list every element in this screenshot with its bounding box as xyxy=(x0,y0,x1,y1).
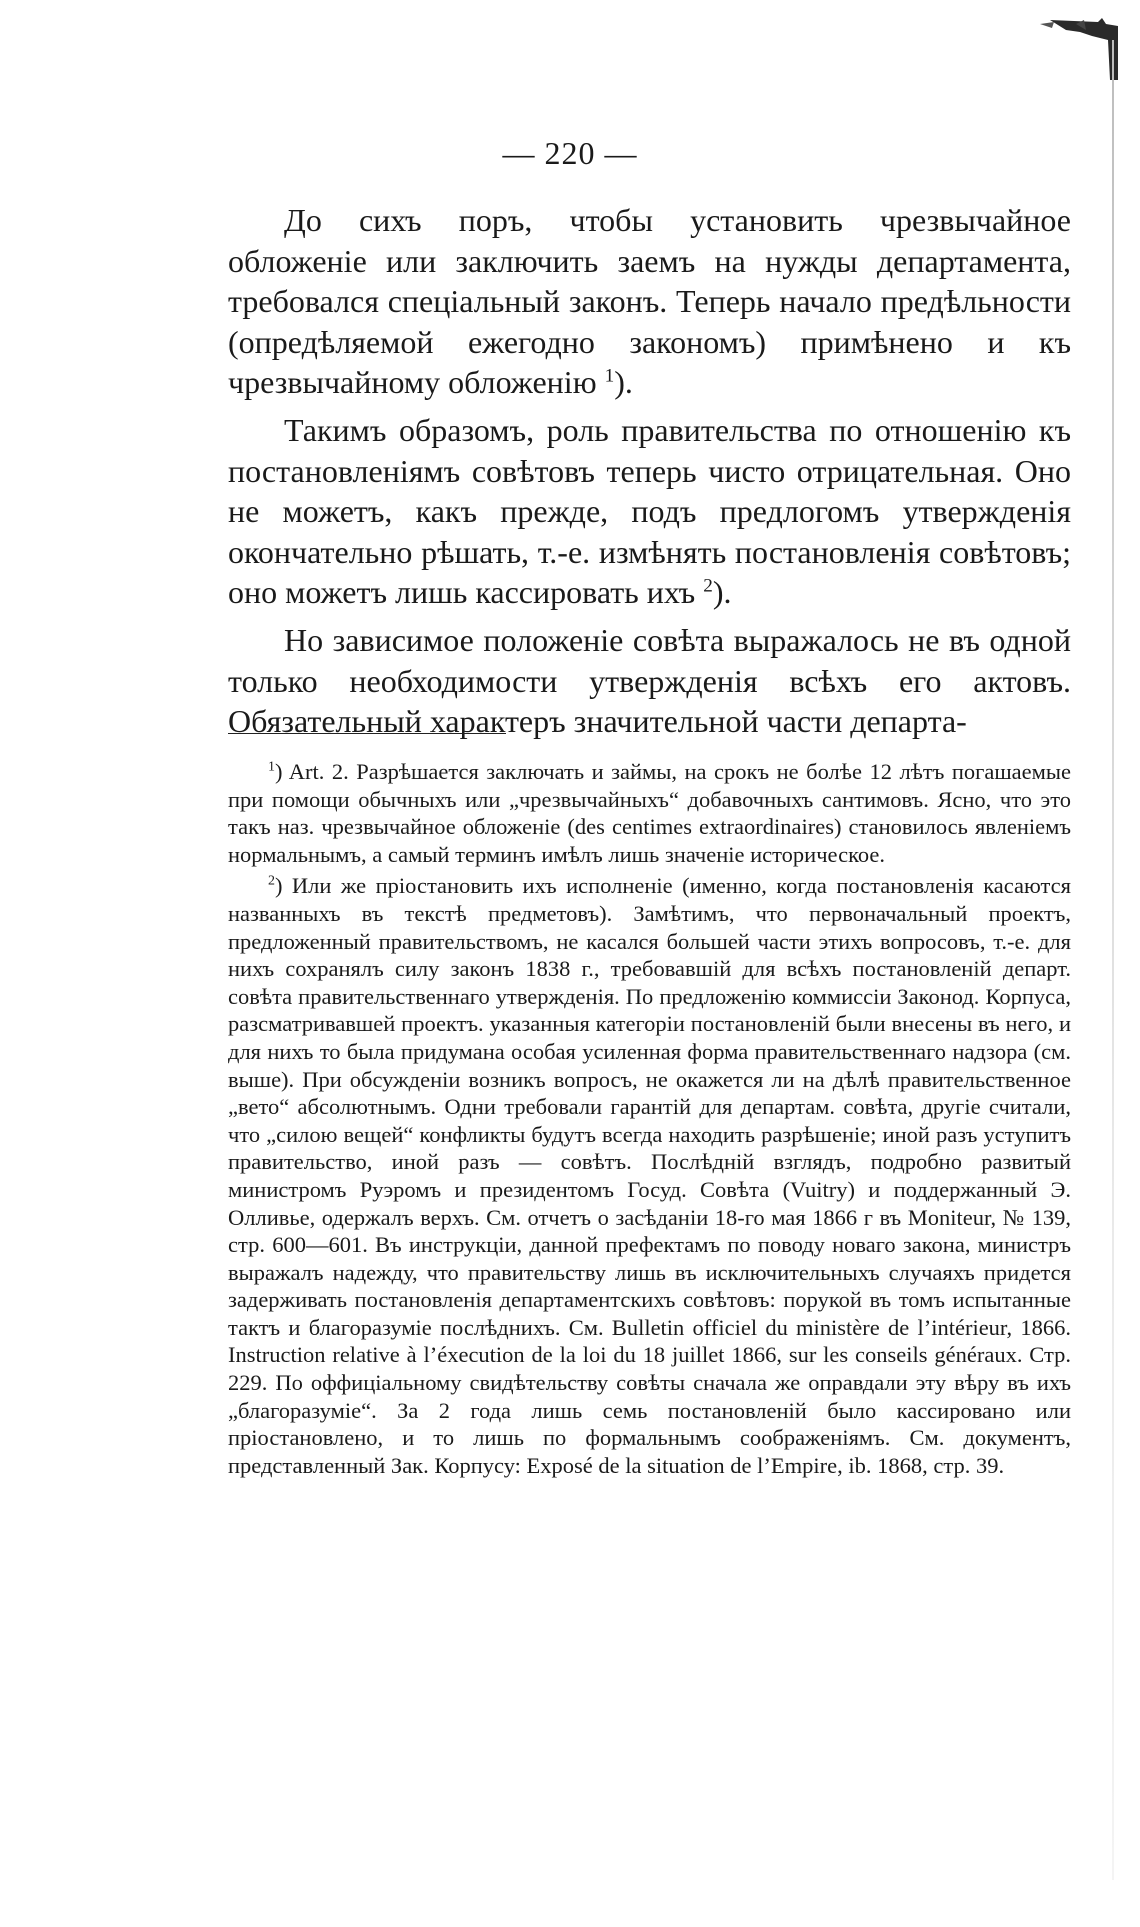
footnote xyxy=(228,758,1071,868)
main-text xyxy=(228,200,1071,749)
paragraph-text: До сихъ поръ, чтобы установить чрезвычайное обложеніе или заключить заемъ на нужды департамента, требовался спеціальный законъ. Теперь начало предѣльности (опредѣляемой ежегодно закономъ) примѣнено и къ чрезвычайному обложенію xyxy=(228,202,1071,401)
paragraph xyxy=(228,620,1071,742)
paragraph-end: ). xyxy=(712,574,732,611)
footnote-divider xyxy=(228,733,506,734)
scan-artifact-edge xyxy=(1112,40,1114,1880)
footnote-reference: 2 xyxy=(703,575,713,597)
paragraph xyxy=(228,410,1071,613)
scan-artifact-corner xyxy=(980,0,1120,80)
footnote-text: ) Art. 2. Разрѣшается заключать и займы, на срокъ не болѣе 12 лѣтъ погашаемые при помощи обычныхъ или „чрезвычайныхъ“ добавочныхъ сантимовъ. Ясно, что это такъ наз. чрезвычайное обложеніе (des centimes extraordinaires) становилось явленіемъ нормальнымъ, а самый терминъ имѣлъ лишь значеніе историческое. xyxy=(228,759,1071,867)
paragraph-text: Такимъ образомъ, роль правительства по отношенію къ постановленіямъ совѣтовъ теперь чисто отрицательная. Оно не можетъ, какъ прежде, подъ предлогомъ утвержденія окончательно рѣшать, т.-е. измѣнять постановленія совѣтовъ; оно можетъ лишь кассировать ихъ xyxy=(228,411,1071,611)
page-number: — 220 — xyxy=(502,135,638,171)
footnote-marker: 1 xyxy=(268,759,275,775)
footnote-marker: 2 xyxy=(268,873,275,889)
paragraph-text: Но зависимое положеніе совѣта выражалось не въ одной только необходимости утвержденія всѣхъ его актовъ. Обязательный характеръ значительной части департа- xyxy=(228,621,1071,740)
footnote-text: ) Или же пріостановить ихъ исполненіе (именно, когда постановленія касаются названныхъ въ текстѣ предметовъ). Замѣтимъ, что первоначальный проектъ, предложенный правительствомъ, не касался большей части этихъ вопросовъ, т.-е. для нихъ сохранялъ силу законъ 1838 г., требовавшій для всѣхъ постановленій департ. совѣта правительственнаго утвержденія. По предложенію коммиссіи Законод. Корпуса, разсматривавшей проектъ. указанныя категоріи постановленій были внесены въ него, и для нихъ то была придумана особая усиленная форма правительственнаго надзора (см. выше). При обсужденіи возникъ вопросъ, не окажется ли на дѣлѣ правительственное „вето“ абсолютнымъ. Одни требовали гарантій для департам. совѣта, другіе считали, что „силою вещей“ конфликты будутъ всегда находить разрѣшеніе; иной разъ уступитъ правительство, иной разъ — совѣтъ. Послѣдній взглядъ, подробно развитый министромъ Руэромъ и президентомъ Госуд. Совѣта (Vuitry) и поддержанный Э. Олливье, одержалъ верхъ. См. отчетъ о засѣданіи 18-го мая 1866 г въ Moniteur, № 139, стр. 600—601. Въ инструкціи, данной префектамъ по поводу новаго закона, министръ выражалъ надежду, что правительству лишь въ исключительныхъ случаяхъ придется задерживать постановленія департаментскихъ совѣтовъ: порукой въ томъ испытанные тактъ и благоразуміе послѣднихъ. См. Bulletin officiel du ministère de l’intérieur, 1866. Instruction relative à l’éxecution de la loi du 18 juillet 1866, sur les conseils généraux. Стр. 229. По оффиціальному свидѣтельству совѣты сначала же оправдали эту вѣру въ ихъ „благоразуміе“. За 2 года лишь семь постановленій было кассировано или пріостановлено, и то лишь по формальнымъ соображеніямъ. См. документъ, представленный Зак. Корпусу: Exposé de la situation de l’Empire, ib. 1868, стр. 39. xyxy=(228,873,1071,1478)
paragraph-end: ). xyxy=(614,364,633,401)
footnote xyxy=(228,872,1071,1479)
footnotes xyxy=(228,758,1071,1483)
paragraph xyxy=(228,200,1071,403)
footnote-reference: 1 xyxy=(604,365,615,387)
